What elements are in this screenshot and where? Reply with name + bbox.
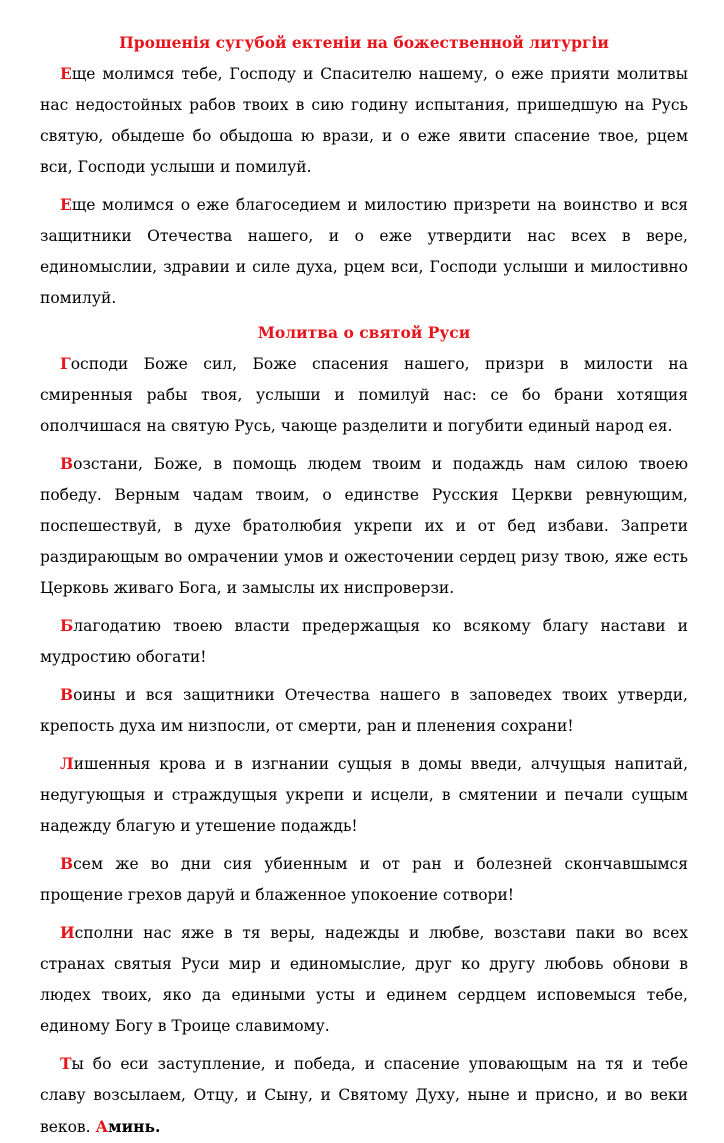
amen-text: минь. [108,1117,161,1136]
drop-cap: Т [60,1054,72,1073]
amen-initial: А [95,1117,109,1136]
paragraph-text: оины и вся защитники Отечества нашего в заповедех твоих утверди, крепость духа им низпосли, от смерти, ран и пленения сохрани! [40,686,688,735]
drop-cap: И [60,923,75,942]
paragraph-text: озстани, Боже, в помощь людем твоим и подаждь нам силою твоею победу. Верным чадам твоим, о единстве Русския Церкви ревнующим, поспешествуй, в духе братолюбия укрепи их и от бед избави. Запрети раздирающым во омрачении умов и ожесточении сердец ризу твою, яже есть Церковь живаго Бога, и замыслы их ниспроверзи. [40,455,688,597]
paragraph-text: лагодатию твоею власти предержащыя ко всякому благу настави и мудростию обогати! [40,617,688,666]
section-title-ektenia: Прошенія сугубой ектеніи на божественной литургіи [119,33,609,52]
paragraph-text: ы бо еси заступление, и победа, и спасение уповающым на тя и тебе славу возсылаем, Отцу, и Сыну, и Святому Духу, ныне и присно, и во веки веков. [40,1055,688,1136]
drop-cap: Л [60,754,74,773]
petition-paragraph-2 [40,189,688,314]
drop-cap: Е [60,64,72,83]
prayer-paragraph-4 [40,679,688,742]
drop-cap: В [60,854,74,873]
petition-paragraph-1 [40,58,688,183]
prayer-paragraph-1 [40,348,688,442]
prayer-paragraph-3 [40,610,688,673]
drop-cap: В [60,685,74,704]
drop-cap: Г [60,354,71,373]
prayer-paragraph-8 [40,1048,688,1143]
section-title-prayer: Молитва о святой Руси [257,323,471,342]
prayer-paragraph-2 [40,448,688,604]
paragraph-text: сем же во дни сия убиенным и от ран и болезней скончавшымся прощение грехов даруй и блаженное упокоение сотвори! [40,855,688,904]
paragraph-text: сполни нас яже в тя веры, надежды и любве, возстави паки во всех странах святыя Руси мир и единомыслие, друг ко другу любовь обнови в людех твоих, яко да едиными усты и единем сердцем исповемыся тебе, единому Богу в Троице славимому. [40,924,688,1035]
drop-cap: Б [60,616,74,635]
prayer-paragraph-5 [40,748,688,842]
prayer-paragraph-6 [40,848,688,911]
drop-cap: В [60,454,74,473]
paragraph-text: ишенныя крова и в изгнании сущыя в домы введи, алчущыя напитай, недугующыя и страждущыя укрепи и исцели, в смятении и печали сущым надежду благую и утешение подаждь! [40,755,688,835]
paragraph-text: осподи Боже сил, Боже спасения нашего, призри в милости на смиренныя рабы твоя, услыши и помилуй нас: се бо брани хотящия ополчишася на святую Русь, чающе разделити и погубити единый народ ея. [40,355,688,435]
drop-cap: Е [60,195,72,214]
paragraph-text: ще молимся тебе, Господу и Спасителю нашему, о еже прияти молитвы нас недостойных рабов твоих в сию годину испытания, пришедшую на Русь святую, обыдеше бо обыдоша ю врази, и о еже явити спасение твое, рцем вси, Господи услыши и помилуй. [40,65,688,176]
paragraph-text: ще молимся о еже благоседием и милостию призрети на воинство и вся защитники Отечества нашего, и о еже утвердити нас всех в вере, единомыслии, здравии и силе духа, рцем вси, Господи услыши и милостивно помилуй. [40,196,688,307]
prayer-paragraph-7 [40,917,688,1042]
